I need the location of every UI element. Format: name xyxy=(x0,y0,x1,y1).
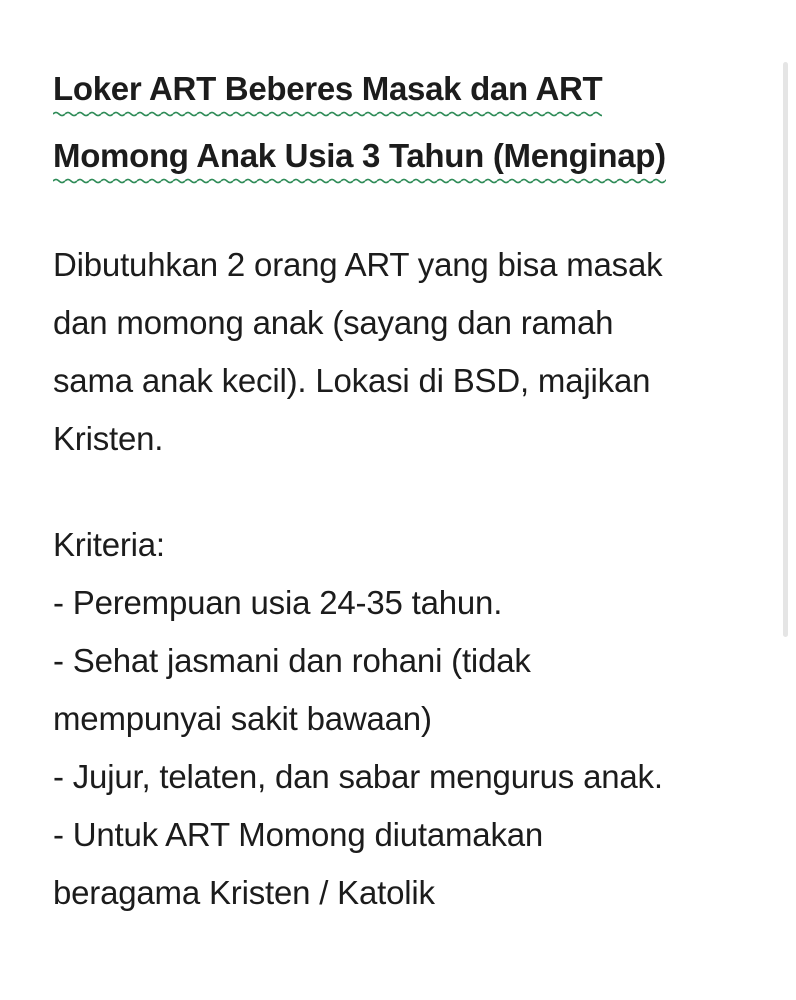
description-line: sama anak kecil). Lokasi di BSD, majikan xyxy=(53,362,651,399)
criteria-heading: Kriteria: xyxy=(53,526,165,563)
criteria-line: - Jujur, telaten, dan sabar mengurus anak. xyxy=(53,758,663,795)
criteria-line: - Untuk ART Momong diutamakan xyxy=(53,816,544,853)
title-line-2: Momong Anak Usia 3 Tahun (Menginap) xyxy=(53,139,666,184)
article-body xyxy=(53,62,753,922)
criteria-line: - Perempuan usia 24-35 tahun. xyxy=(53,584,503,621)
description-paragraph xyxy=(53,236,753,468)
title-line-1: Loker ART Beberes Masak dan ART xyxy=(53,72,602,117)
article-title[interactable] xyxy=(53,62,753,184)
criteria-line: mempunyai sakit bawaan) xyxy=(53,700,432,737)
description-line: dan momong anak (sayang dan ramah xyxy=(53,304,614,341)
criteria-line: - Sehat jasmani dan rohani (tidak xyxy=(53,642,531,679)
criteria-section xyxy=(53,516,753,922)
description-line: Kristen. xyxy=(53,420,164,457)
criteria-line: beragama Kristen / Katolik xyxy=(53,874,435,911)
vertical-scrollbar[interactable] xyxy=(783,62,788,637)
description-line: Dibutuhkan 2 orang ART yang bisa masak xyxy=(53,246,663,283)
